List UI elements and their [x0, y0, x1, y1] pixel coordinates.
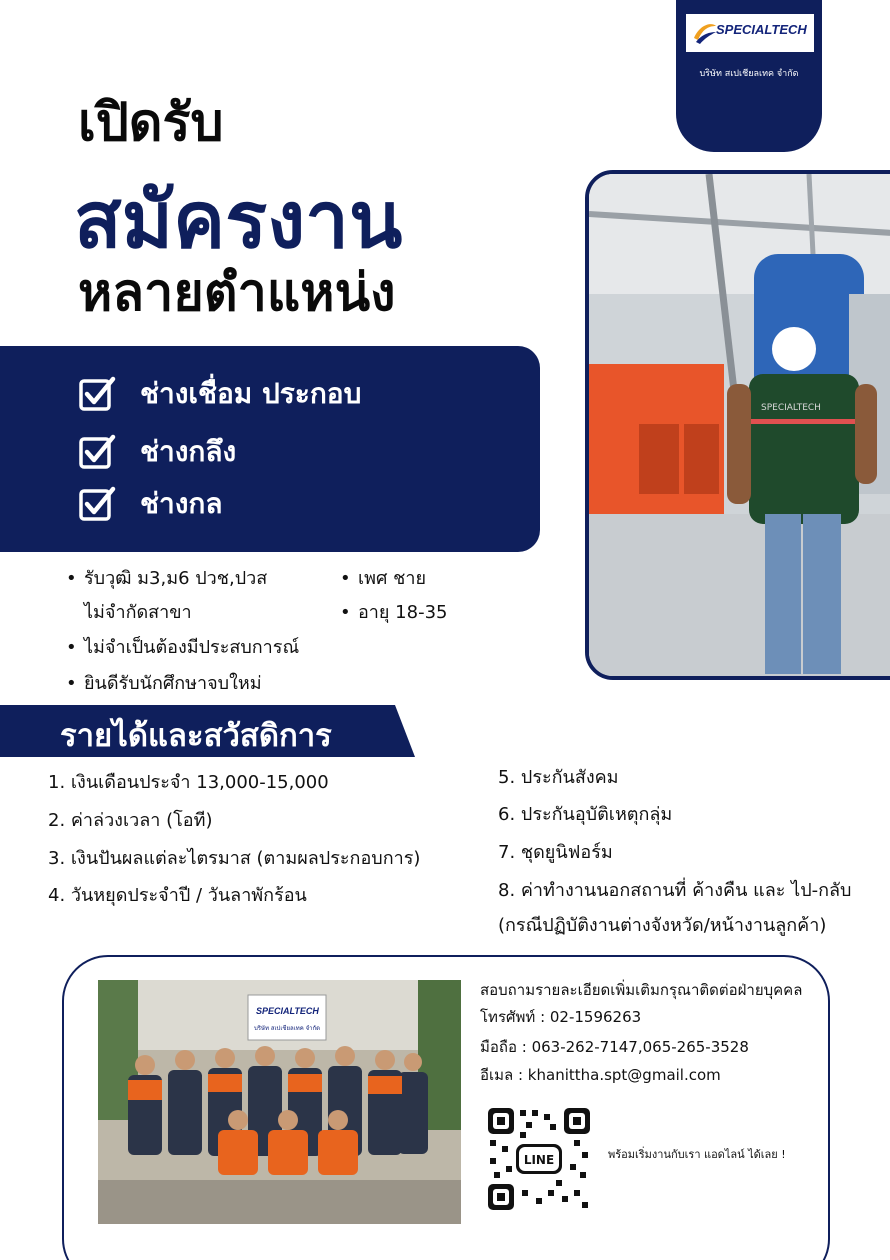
benefit-item: 8. ค่าทำงานนอกสถานที่ ค้างคืน และ ไป-กลับ: [498, 880, 852, 901]
logo-swoosh-icon: [692, 20, 718, 46]
requirement-item: • ไม่จำเป็นต้องมีประสบการณ์: [66, 637, 300, 658]
requirement-item: • อายุ 18-35: [340, 602, 448, 623]
contact-email[interactable]: อีเมล : khanittha.spt@gmail.com: [480, 1066, 721, 1084]
team-sign-sub: บริษัท สเปเชียลเทค จำกัด: [254, 1025, 321, 1032]
checkbox-checked-icon: [78, 375, 116, 413]
position-label: ช่างกล: [140, 487, 223, 520]
requirement-item: • รับวุฒิ ม3,ม6 ปวช,ปวส: [66, 568, 268, 589]
checkbox-checked-icon: [78, 485, 116, 523]
headline-line3: หลายตำแหน่ง: [78, 263, 396, 323]
qr-code-icon: [486, 1106, 592, 1212]
requirement-item: • เพศ ชาย: [340, 568, 427, 589]
benefit-item: 2. ค่าล่วงเวลา (โอที): [48, 810, 213, 831]
benefit-item: 7. ชุดยูนิฟอร์ม: [498, 842, 613, 863]
position-item: [78, 430, 236, 474]
qr-note: พร้อมเริ่มงานกับเรา แอดไลน์ ได้เลย !: [608, 1148, 786, 1161]
shirt-text: SPECIALTECH: [761, 403, 821, 413]
benefit-item: 3. เงินปันผลแต่ละไตรมาส (ตามผลประกอบการ): [48, 848, 421, 869]
checkbox-checked-icon: [78, 433, 116, 471]
logo-text: SPECIALTECH: [716, 22, 807, 37]
requirement-item: • ยินดีรับนักศึกษาจบใหม่: [66, 673, 262, 694]
worker-photo-illustration: [589, 174, 890, 680]
benefit-item: 4. วันหยุดประจำปี / วันลาพักร้อน: [48, 885, 307, 906]
position-label: ช่างกลึง: [140, 435, 237, 468]
headline-line1: เปิดรับ: [78, 93, 224, 153]
contact-intro: สอบถามรายละเอียดเพิ่มเติมกรุณาติดต่อฝ่ายบุคคล: [480, 981, 803, 999]
team-photo-illustration: [98, 980, 461, 1224]
qr-label: LINE: [523, 1153, 555, 1167]
position-item: [78, 482, 223, 526]
requirement-item-cont: ไม่จำกัดสาขา: [84, 602, 192, 623]
benefit-item: 1. เงินเดือนประจำ 13,000-15,000: [48, 772, 329, 793]
benefit-item: 5. ประกันสังคม: [498, 767, 619, 788]
benefits-title: รายได้และสวัสดิการ: [60, 718, 332, 754]
position-label: ช่างเชื่อม ประกอบ: [140, 377, 362, 410]
contact-phone[interactable]: โทรศัพท์ : 02-1596263: [480, 1008, 642, 1026]
team-sign-text: SPECIALTECH: [256, 1006, 319, 1016]
worker-photo: [585, 170, 890, 680]
company-name: บริษัท สเปเชียลเทค จำกัด: [699, 69, 799, 79]
benefit-item-cont: (กรณีปฏิบัติงานต่างจังหวัด/หน้างานลูกค้า): [498, 915, 827, 936]
line-qr-code[interactable]: [486, 1106, 592, 1212]
contact-mobile[interactable]: มือถือ : 063-262-7147,065-265-3528: [480, 1038, 749, 1056]
team-photo: [98, 980, 461, 1224]
benefit-item: 6. ประกันอุบัติเหตุกลุ่ม: [498, 804, 673, 825]
headline-line2: สมัครงาน: [74, 176, 403, 266]
position-item: [78, 372, 361, 416]
